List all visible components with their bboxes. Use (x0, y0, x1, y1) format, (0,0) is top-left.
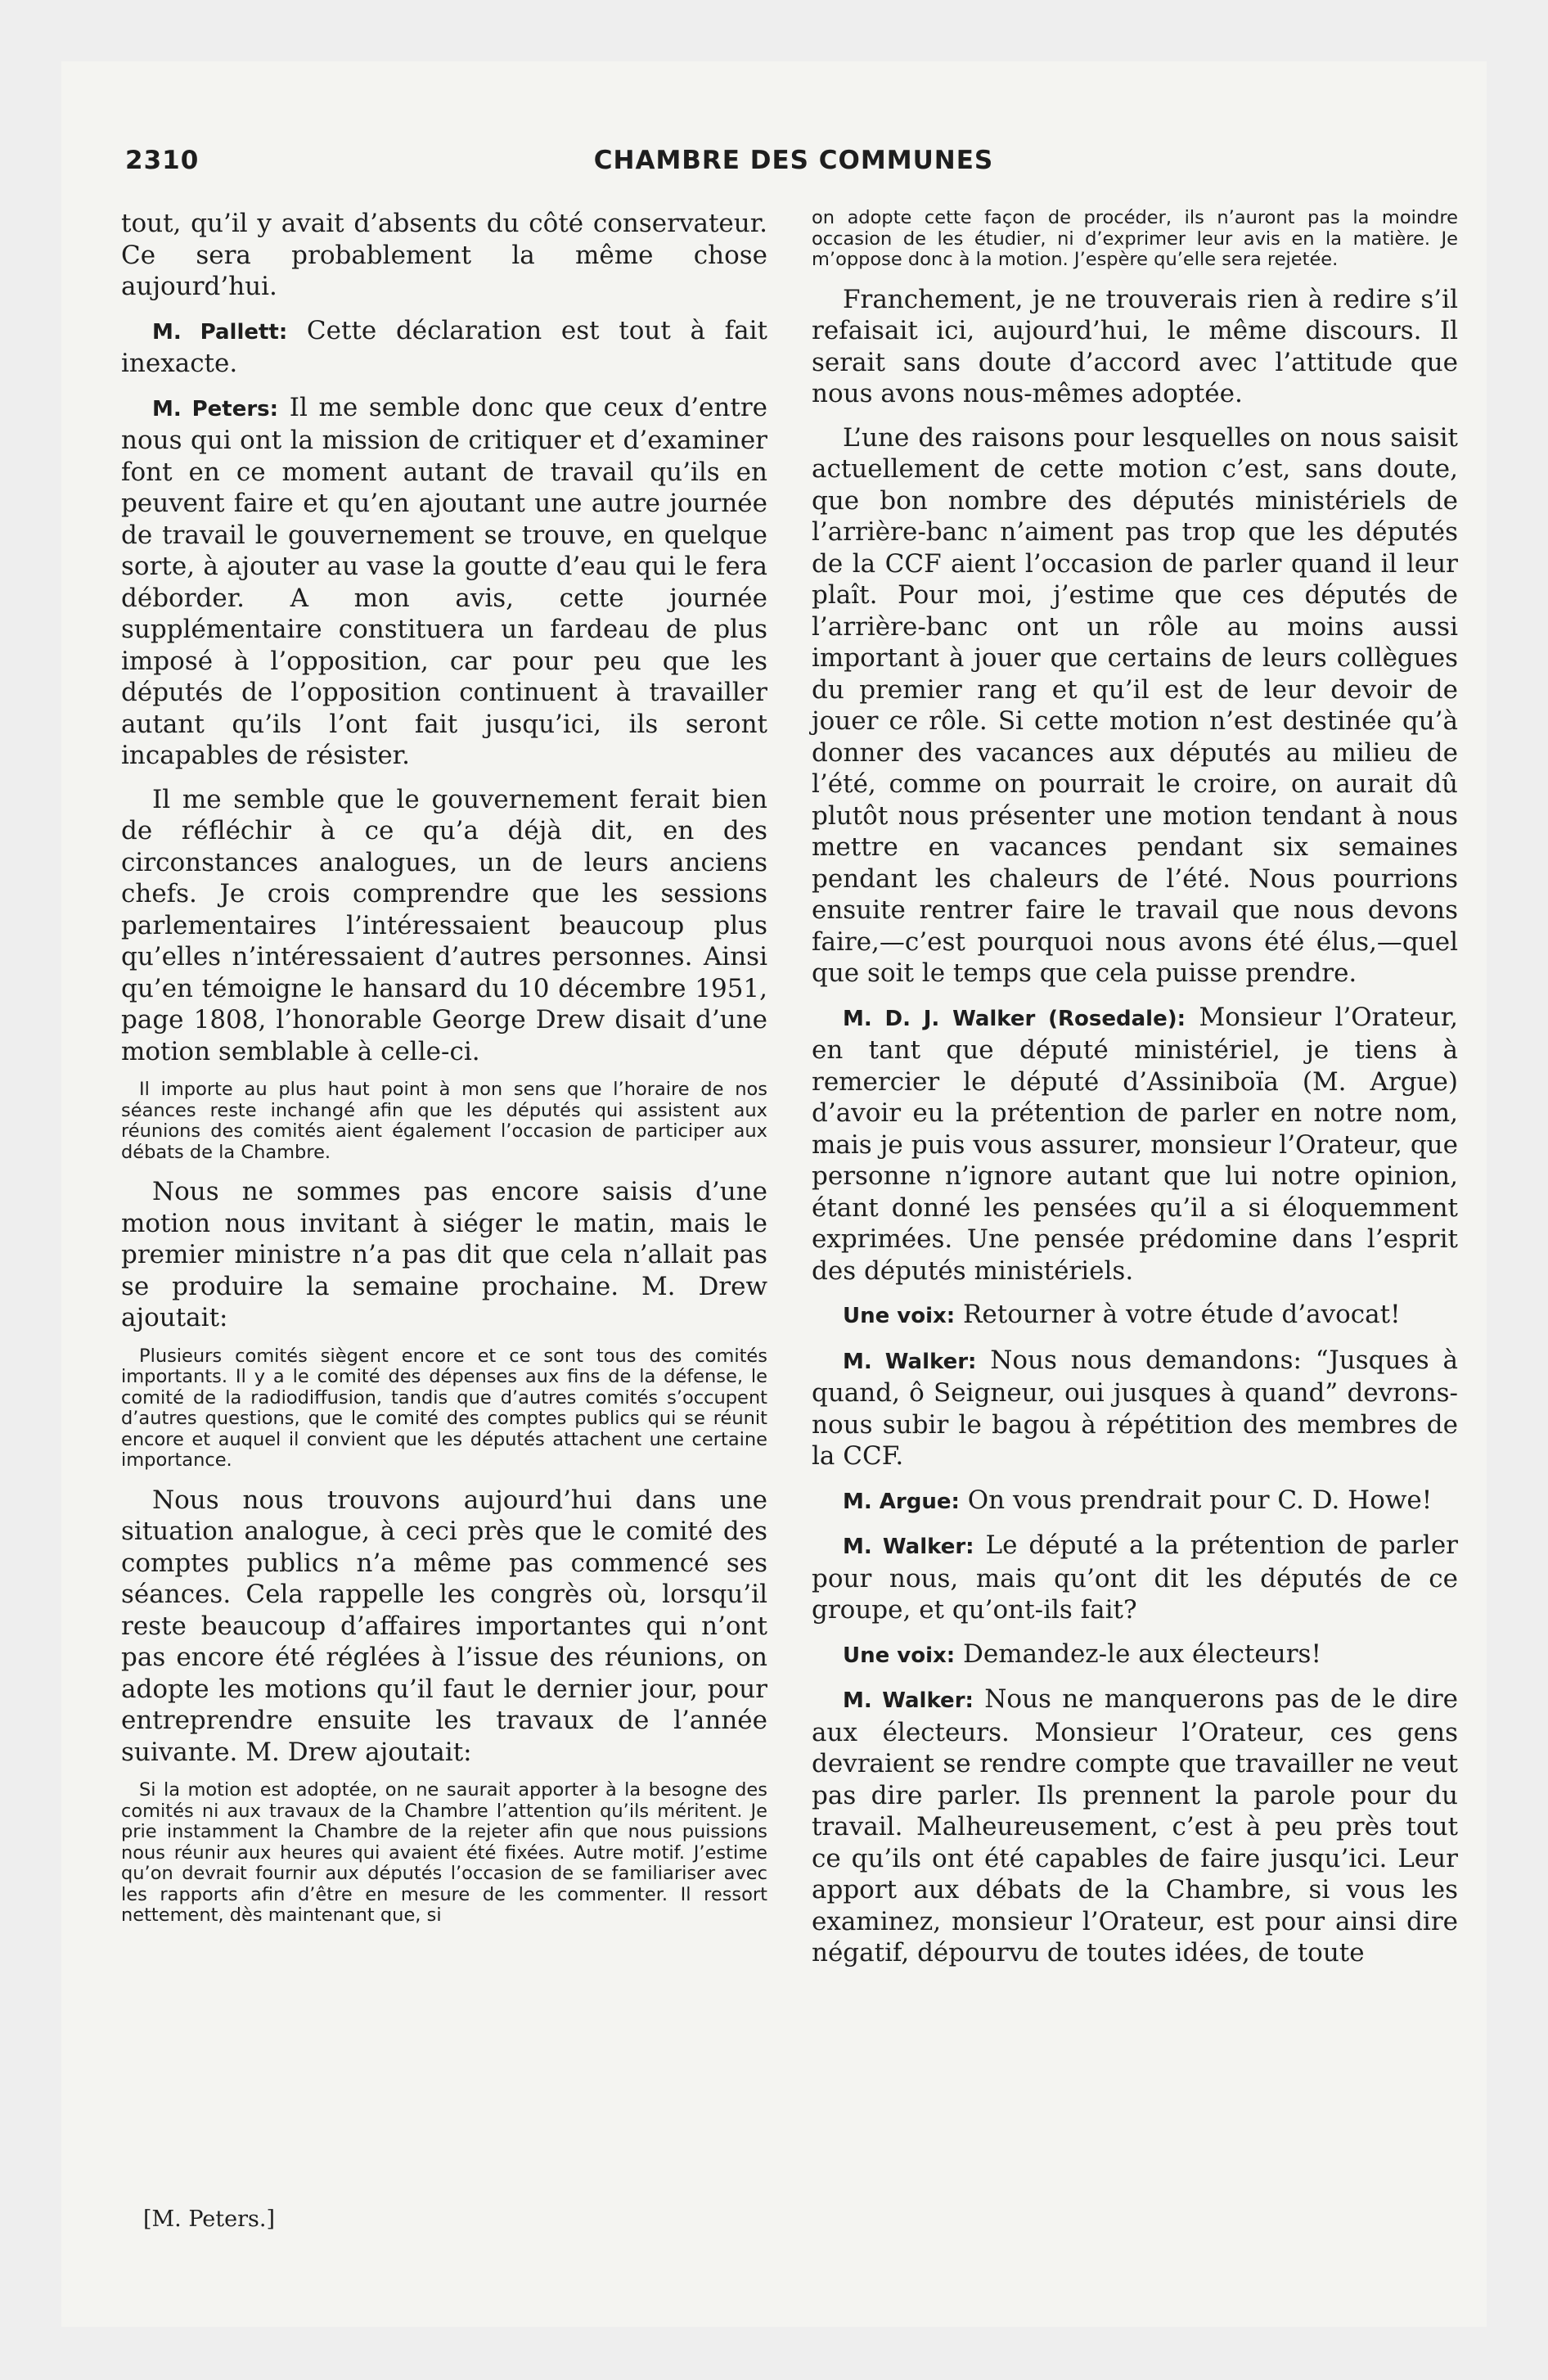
paragraph (812, 422, 1458, 989)
speaker-name: M. Walker: (843, 1349, 977, 1374)
speaker-name: Une voix: (843, 1643, 956, 1668)
paragraph-text: Nous nous demandons: “Jusques à quand, ô Seigneur, oui jusques à quand” devrons-nous subir le bagou à répétition des membres de la CCF. (812, 1345, 1458, 1471)
speaker-name: M. Walker: (843, 1535, 974, 1559)
speaker-paragraph (812, 1299, 1458, 1332)
paragraph-text: tout, qu’il y avait d’absents du côté conservateur. Ce sera probablement la même chose aujourd’hui. (121, 209, 767, 301)
speaker-name: M. Argue: (843, 1489, 960, 1514)
paragraph-text: on adopte cette façon de procéder, ils n’auront pas la moindre occasion de les étudier, ni d’exprimer leur avis en la matière. Je m’oppose donc à la motion. J’espère qu’elle sera rejetée. (812, 207, 1458, 270)
running-title: CHAMBRE DES COMMUNES (593, 146, 994, 175)
paragraph (121, 1485, 767, 1769)
speaker-name: M. Pallett: (152, 319, 288, 345)
paragraph (121, 1176, 767, 1334)
paragraph-text: Plusieurs comités siègent encore et ce sont tous des comités importants. Il y a le comité des dépenses aux fins de la défense, le comité de la radiodiffusion, tandis que d’autres comités s’occupent d’autres questions, que le comité des comptes publics qui se réunit encore et auquel il convient que les députés attachent une certaine importance. (121, 1345, 767, 1471)
paragraph-text: Demandez-le aux électeurs! (955, 1639, 1321, 1669)
paragraph-text: Le député a la prétention de parler pour nous, mais qu’ont dit les députés de ce groupe, et qu’ont-ils fait? (812, 1530, 1458, 1625)
paragraph-text: Si la motion est adoptée, on ne saurait apporter à la besogne des comités ni aux travaux de la Chambre l’attention qu’ils méritent. Je prie instamment la Chambre de la rejeter afin que nous puissions nous réunir aux heures qui avaient été fixées. Autre motif. J’estime qu’on devrait fournir aux députés l’occasion de se familiariser avec les rapports afin d’être en mesure de les commenter. Il ressort nettement, dès maintenant que, si (121, 1779, 767, 1926)
paragraph-text: Cette déclaration est tout à fait inexacte. (121, 315, 767, 378)
paragraph-text: Franchement, je ne trouverais rien à redire s’il refaisait ici, aujourd’hui, le même discours. Il serait sans doute d’accord avec l’attitude que nous avons nous-mêmes adoptée. (812, 284, 1458, 408)
speaker-paragraph (812, 1530, 1458, 1626)
speaker-name: M. Walker: (843, 1688, 974, 1713)
paragraph-text: Monsieur l’Orateur, en tant que député ministériel, je tiens à remercier le député d’Assiniboïa (M. Argue) d’avoir eu la prétention de parler en notre nom, mais je puis vous assurer, monsieur l’Orateur, que personne n’ignore autant que lui notre opinion, étant donné les pensées qu’il a si éloquemment exprimées. Une pensée prédomine dans l’esprit des députés ministériels. (812, 1002, 1458, 1286)
quoted-passage (121, 1780, 767, 1927)
quoted-passage (121, 1080, 767, 1163)
paragraph-text: Il importe au plus haut point à mon sens que l’horaire de nos séances reste inchangé afin que les députés qui assistent aux réunions des comités aient également l’occasion de participer aux débats de la Chambre. (121, 1079, 767, 1163)
speaker-paragraph (812, 1639, 1458, 1672)
speaker-paragraph (121, 392, 767, 772)
speaker-paragraph (812, 1002, 1458, 1287)
speaker-name: M. D. J. Walker (Rosedale): (843, 1006, 1186, 1031)
paragraph-text: On vous prendrait pour C. D. Howe! (959, 1485, 1433, 1515)
paragraph (812, 284, 1458, 410)
paragraph-text: L’une des raisons pour lesquelles on nous saisit actuellement de cette motion c’est, sans doute, que bon nombre des députés ministériels de l’arrière-banc n’aiment pas trop que les députés de la CCF aient l’occasion de parler quand il leur plaît. Pour moi, j’estime que ces députés de l’arrière-banc ont un rôle au moins aussi important à jouer que certains de leurs collègues du premier rang et qu’il est de leur devoir de jouer ce rôle. Si cette motion n’est destinée qu’à donner des vacances aux députés au milieu de l’été, comme on pourrait le croire, on aurait dû plutôt nous présenter une motion tendant à nous mettre en vacances pendant six semaines pendant les chaleurs de l’été. Nous pourrions ensuite rentrer faire le travail que nous devons faire,—c’est pourquoi nous avons été élus,—quel que soit le temps que cela puisse prendre. (812, 422, 1458, 988)
paragraph-text: Retourner à votre étude d’avocat! (955, 1300, 1401, 1329)
speaker-name: Une voix: (843, 1304, 956, 1328)
left-column (121, 208, 767, 1940)
quoted-passage (121, 1346, 767, 1472)
speaker-paragraph (812, 1684, 1458, 1969)
speaker-name: M. Peters: (152, 396, 279, 421)
paragraph (121, 784, 767, 1068)
page-header (125, 146, 1462, 182)
paragraph (121, 208, 767, 303)
speaker-paragraph (121, 315, 767, 380)
paragraph-text: Il me semble donc que ceux d’entre nous qui ont la mission de critiquer et d’examiner font en ce moment autant de travail qu’ils en peuvent faire et qu’en ajoutant une autre journée de travail le gouvernement se trouve, en quelque sorte, à ajouter au vase la goutte d’eau qui le fera déborder. A mon avis, cette journée supplémentaire constituera un fardeau de plus imposé à l’opposition, car pour peu que les députés de l’opposition continuent à travailler autant qu’ils l’ont fait jusqu’ici, ils seront incapables de résister. (121, 392, 767, 770)
page-number: 2310 (125, 146, 200, 175)
paragraph-text: Nous ne manquerons pas de le dire aux électeurs. Monsieur l’Orateur, ces gens devraient se rendre compte que travailler ne veut pas dire parler. Ils prennent la parole pour du travail. Malheureusement, c’est à peu près tout ce qu’ils ont été capables de faire jusqu’ici. Leur apport aux débats de la Chambre, si vous les examinez, monsieur l’Orateur, est pour ainsi dire négatif, dépourvu de toutes idées, de toute (812, 1684, 1458, 1968)
paragraph-text: Il me semble que le gouvernement ferait bien de réfléchir à ce qu’a déjà dit, en des circonstances analogues, un de leurs anciens chefs. Je crois comprendre que les sessions parlementaires l’intéressaient beaucoup plus qu’elles n’intéressaient d’autres personnes. Ainsi qu’en témoigne le hansard du 10 décembre 1951, page 1808, l’honorable George Drew disait d’une motion semblable à celle-ci. (121, 784, 767, 1066)
speaker-paragraph (812, 1345, 1458, 1472)
paragraph-text: Nous nous trouvons aujourd’hui dans une situation analogue, à ceci près que le comité des comptes publics n’a même pas commencé ses séances. Cela rappelle les congrès où, lorsqu’il reste beaucoup d’affaires importantes qui n’ont pas encore été réglées à l’issue des réunions, on adopte les motions qu’il faut le dernier jour, pour entreprendre ensuite les travaux de l’année suivante. M. Drew ajoutait: (121, 1485, 767, 1767)
right-column (812, 208, 1458, 1981)
paragraph-text: Nous ne sommes pas encore saisis d’une motion nous invitant à siéger le matin, mais le premier ministre n’a pas dit que cela n’allait pas se produire la semaine prochaine. M. Drew ajoutait: (121, 1177, 767, 1332)
footer-speaker-marker: [M. Peters.] (143, 2206, 275, 2232)
quoted-passage (812, 208, 1458, 271)
speaker-paragraph (812, 1485, 1458, 1518)
